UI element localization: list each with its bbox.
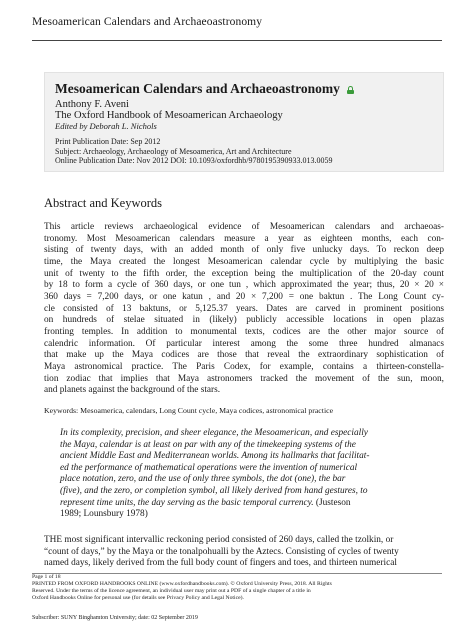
- abstract-line: sisting of twenty days, with an added month of only five unlucky days. To reckon deep: [44, 245, 444, 256]
- abstract-line: tronomy. Most Mesoamerican calendars measure a year as eighteen months, each con-: [44, 233, 444, 244]
- block-quote: [60, 428, 436, 521]
- body-line: “count of days,” by the Maya or the tonalpohualli by the Aztecs. Consisting of cycles of twenty: [44, 546, 399, 557]
- header-divider: [32, 40, 442, 41]
- abstract-line: time, the Maya created the longest Mesoamerican calendar cycle by multiplying the basic: [44, 256, 444, 267]
- publication-details: [55, 137, 433, 166]
- open-access-lock-icon: [347, 86, 354, 94]
- page-number: Page 1 of 18: [32, 574, 61, 580]
- running-head: Mesoamerican Calendars and Archaeoastronomy: [32, 16, 263, 28]
- subject-line: Subject: Archaeology, Archaeology of Mesoamerica, Art and Architecture: [55, 146, 292, 156]
- quote-line: (five), and the zero, or completion symbol, all likely derived from hand gestures, to: [60, 485, 368, 496]
- subscriber-info: Subscriber: SUNY Binghamton University; date: 02 September 2019: [32, 615, 198, 621]
- abstract-line: This article reviews archaeological evidence of Mesoamerican calendars and archaeoas-: [44, 222, 444, 232]
- copyright-line: Reserved. Under the terms of the licence agreement, an individual user may print out a PDF of a single chapter of a title in: [32, 588, 311, 594]
- quote-line: ancient Middle East and Mediterranean worlds. Among its hallmarks that facilitat-: [60, 451, 370, 462]
- body-line: named days, likely derived from the full body count of fingers and toes, and thirteen numerical: [44, 558, 397, 569]
- chapter-title: Mesoamerican Calendars and Archaeoastronomy: [55, 81, 340, 96]
- abstract-heading: Abstract and Keywords: [44, 196, 163, 210]
- body-line: THE most significant intervallic reckoning period consisted of 260 days, called the tzolkin, or: [44, 535, 394, 545]
- abstract-text: [44, 222, 444, 397]
- abstract-line: that make up the Maya codices are those that reveal the extraordinary sophistication of: [44, 350, 444, 361]
- abstract-line: calendric information. Of particular interest among the some three hundred almanacs: [44, 338, 444, 349]
- chapter-title-row: [55, 81, 433, 97]
- online-publication-doi[interactable]: Online Publication Date: Nov 2012 DOI: 10.1093/oxfordhb/9780195390933.013.0059: [55, 156, 333, 165]
- quote-citation: (Justeson: [313, 497, 351, 508]
- quote-line-with-citation: [60, 498, 436, 510]
- metadata-box: [44, 72, 444, 172]
- abstract-line: unit of twenty to the fifth order, the exception being the multiplication of the 20-day count: [44, 268, 444, 279]
- handbook-title: The Oxford Handbook of Mesoamerican Archaeology: [55, 110, 283, 121]
- abstract-line: Maya astronomical practice. The Paris Codex, for example, contains a thirteen-constella-: [44, 361, 444, 372]
- author: Anthony F. Aveni: [55, 99, 129, 110]
- quote-line: represent time units, the day serving as the basic temporal currency.: [60, 497, 314, 508]
- abstract-line: fronting temples. In addition to monumental texts, codices are the other major source of: [44, 326, 444, 337]
- body-text: [44, 535, 444, 570]
- print-publication-date: Print Publication Date: Sep 2012: [55, 137, 161, 146]
- abstract-line: cle consisted of 13 baktuns, or 5,125.37 years. Dates are carved in prominent positions: [44, 303, 444, 314]
- abstract-line: by 18 to form a cycle of 360 days, or one tun , which approximated the year; thus, 20 × 20 ×: [44, 280, 444, 291]
- quote-line: In its complexity, precision, and sheer elegance, the Mesoamerican, and especially: [60, 428, 368, 438]
- keywords: Keywords: Mesoamerica, calendars, Long Count cycle, Maya codices, astronomical practice: [44, 406, 334, 415]
- copyright-line: Oxford Handbooks Online for personal use (for details see Privacy Policy and Legal Notice).: [32, 595, 244, 601]
- abstract-line: tion zodiac that implies that Maya astronomers tracked the movement of the sun, moon,: [44, 373, 444, 384]
- page-footer: [32, 574, 442, 602]
- abstract-line: and planets against the background of the stars.: [44, 385, 221, 396]
- quote-citation-continued: 1989; Lounsbury 1978): [60, 509, 148, 520]
- quote-line: place notation, zero, and the use of only three symbols, the dot (one), the bar: [60, 474, 346, 485]
- quote-line: the Maya, calendar is at least on par with any of the timekeeping systems of the: [60, 439, 356, 450]
- abstract-line: 360 days = 7,200 days, or one katun , and 20 × 7,200 = one baktun . The Long Count cy-: [44, 291, 444, 302]
- quote-line: ed the performance of mathematical operations were the invention of numerical: [60, 462, 358, 473]
- abstract-line: on hundreds of stelae situated in (likely) publicly accessible locations in open plazas: [44, 315, 444, 326]
- copyright-line: PRINTED FROM OXFORD HANDBOOKS ONLINE (www.oxfordhandbooks.com). © Oxford University Press, 2018. All Rights: [32, 581, 332, 587]
- editor: Edited by Deborah L. Nichols: [55, 121, 157, 131]
